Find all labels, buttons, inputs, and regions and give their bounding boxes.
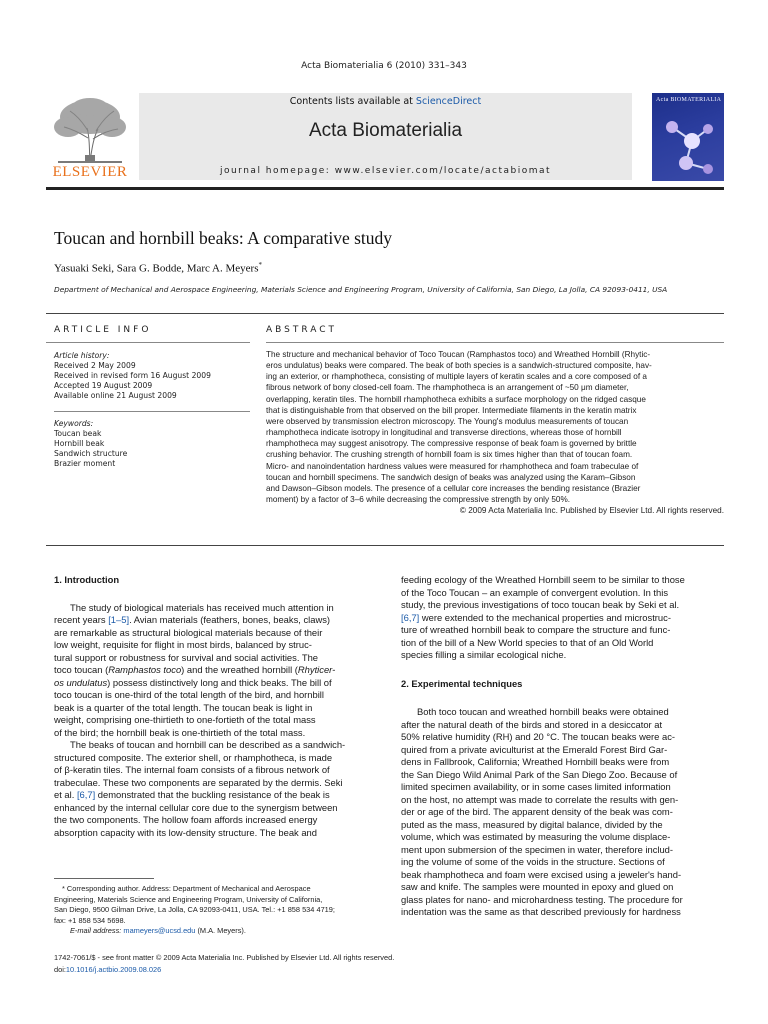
text-span: were extended to the mechanical properties and microstruc-	[419, 611, 671, 623]
text-line: Both toco toucan and wreathed hornbill beaks were obtained	[417, 706, 669, 717]
author-affiliation: Department of Mechanical and Aerospace Engineering, Materials Science and Engineering Program, University of California, San Diego, La Jolla, CA 92093-0411, USA	[54, 285, 668, 294]
text-span: . Avian materials (feathers, bones, beaks, claws)	[129, 614, 331, 625]
article-info-heading: ARTICLE INFO	[54, 325, 152, 335]
text-line: weight, comprising one-thirtieth to one-fortieth of the total mass	[54, 714, 316, 725]
text-line: tural support or robustness for survival and social activities. The	[54, 651, 319, 663]
text-line: ing the volume of some of the voids in the structure. Sections of	[401, 856, 665, 867]
article-history	[54, 351, 254, 401]
text-line: the two components. The hollow foam affords increased energy	[54, 814, 318, 825]
abstract-line: toucan and hornbill specimens. The sandwich design of beaks was analyzed using the Karam–Gibson	[266, 472, 636, 482]
abstract-line: ing an exterior, or rhamphotheca, consisting of multiple layers of keratin scales and a core composed of a	[266, 372, 647, 382]
footnote-line: * Corresponding author. Address: Department of Mechanical and Aerospace	[62, 884, 311, 893]
journal-title: Acta Biomaterialia	[308, 120, 463, 141]
text-line: The study of biological materials has received much attention in	[70, 601, 334, 613]
text-line: der or age of the bird. The apparent density of the beak was com-	[401, 806, 673, 817]
corresponding-author-footnote	[54, 884, 380, 937]
abstract-text	[266, 349, 724, 516]
keywords-label: Keywords:	[54, 419, 94, 428]
abstract-line: that is distinguishable from that observed on the bill proper. Intermediate filaments in the keratin matrix	[266, 405, 637, 415]
text-line: of the Toco Toucan – an example of convergent evolution. In this	[401, 586, 669, 598]
footnote-email-line	[54, 926, 380, 937]
species-name: os undulatus	[54, 676, 108, 688]
text-line: study, the previous investigations of toco toucan beak by Seki et al.	[401, 599, 680, 610]
corresponding-author-mark[interactable]: *	[258, 261, 262, 269]
doi-prefix: doi:	[54, 965, 66, 974]
email-suffix: (M.A. Meyers).	[195, 926, 246, 935]
elsevier-wordmark: ELSEVIER	[52, 164, 128, 180]
text-line: beak rhamphotheca and foam were excised using a jeweler's hand-	[401, 868, 682, 880]
text-line: low weight, requisite for flight in most birds, balanced by struc-	[54, 639, 312, 650]
contents-prefix: Contents lists available at	[289, 96, 416, 107]
footnote-line: fax: +1 858 534 5698.	[54, 915, 126, 925]
text-line: tion of the bill of a New World species to that of an Old World	[401, 636, 654, 648]
text-line	[401, 612, 724, 625]
text-span: ) possess distinctively long and thick beaks. The bill of	[107, 676, 332, 688]
text-span: demonstrated that the buckling resistance of the beak is	[95, 789, 330, 800]
text-line: of the bird; the hornbill beak is one-thirtieth of the total mass.	[54, 726, 306, 738]
history-online: Available online 21 August 2009	[54, 391, 177, 400]
experimental-paragraph-1	[401, 706, 724, 919]
journal-citation: Acta Biomaterialia 6 (2010) 331–343	[301, 61, 467, 71]
journal-cover-image	[652, 93, 724, 181]
text-line: beak is a quarter of the total length. The toucan beak is light in	[54, 701, 313, 713]
keyword-item: Brazier moment	[54, 459, 116, 468]
text-span: recent years	[54, 614, 109, 625]
text-line: of β-keratin tiles. The internal foam consists of a fibrous network of	[54, 764, 330, 775]
text-line	[54, 677, 378, 690]
abstract-line: fibrous network of bony closed-cell foam. The rhamphotheca is an arrangement of ~50 μm diameter,	[266, 383, 629, 393]
text-line: feeding ecology of the Wreathed Hornbill seem to be similar to those	[401, 574, 685, 585]
text-line: absorption capacity with its low-density structure. The beak and	[54, 826, 317, 838]
right-column	[401, 574, 724, 919]
text-line: glass plates for nano- and microhardness testing. The procedure for	[401, 893, 683, 905]
text-line: enhanced by the internal cellular core due to the synergism between	[54, 801, 338, 813]
abstract-line: moment) by a factor of 3–6 while decreasing the compressive strength by only 50%.	[266, 495, 571, 505]
text-line: limited specimen availability, or in some cases limited information	[401, 781, 671, 792]
text-line: saw and knife. The samples were mounted in epoxy and glued on	[401, 881, 674, 892]
abstract-line: overlapping, keratin tiles. The hornbill rhamphotheca exhibits a surface morphology on the ridged casque	[266, 394, 646, 404]
text-line: after the natural death of the birds and stored in a desiccator at	[401, 718, 663, 730]
text-line	[54, 789, 378, 802]
text-line: on the host, no attempt was made to correlate the results with gen-	[401, 793, 679, 805]
text-line	[54, 614, 378, 627]
reference-link[interactable]: [6,7]	[401, 611, 420, 623]
text-line: are remarkable as structural biological materials because of their	[54, 626, 323, 638]
history-label: Article history:	[54, 351, 110, 360]
contents-availability	[139, 96, 632, 107]
left-column	[54, 574, 378, 839]
footnote-line: Engineering, Materials Science and Engineering Program, University of California,	[54, 894, 323, 904]
abstract-rule	[266, 342, 724, 343]
history-revised: Received in revised form 16 August 2009	[54, 371, 211, 380]
text-span: ) and the wreathed hornbill (	[181, 664, 298, 675]
section-2-title: 2. Experimental techniques	[401, 677, 523, 689]
species-name: Rhyticer-	[297, 664, 336, 675]
text-line: species filling a similar ecological niche.	[401, 649, 567, 660]
info-top-rule	[46, 313, 724, 314]
article-info-rule	[46, 342, 250, 343]
species-name: Ramphastos toco	[108, 664, 182, 675]
cover-title: Acta BIOMATERIALIA	[656, 97, 722, 103]
text-span: et al.	[54, 789, 77, 800]
reference-link[interactable]: [6,7]	[76, 789, 96, 800]
doi-link[interactable]: 10.1016/j.actbio.2009.08.026	[65, 965, 162, 974]
article-title: Toucan and hornbill beaks: A comparative study	[54, 228, 393, 248]
cover-molecule-graphic	[652, 107, 724, 181]
author-names: Yasuaki Seki, Sara G. Bodde, Marc A. Meyers	[54, 262, 259, 275]
email-label: E-mail address:	[70, 926, 124, 935]
abstract-line: crushing behavior. The crushing strength of hornbill foam is six times higher than that of toucan foam.	[266, 450, 633, 460]
abstract-line: and Dawson–Gibson models. The presence of a cellular core increases the bending resistance (Brazier	[266, 483, 641, 493]
reference-link[interactable]: [1–5]	[108, 614, 130, 625]
intro-paragraph-1	[54, 602, 378, 740]
footnote-line: San Diego, 9500 Gilman Drive, La Jolla, CA 92093-0411, USA. Tel.: +1 858 534 4719;	[54, 905, 335, 914]
article-authors	[54, 261, 262, 275]
text-line: volume, which was estimated by measuring the volume displace-	[401, 831, 671, 842]
text-line: the San Diego Wild Animal Park of the San Diego Zoo. Because of	[401, 768, 678, 780]
text-line: quired from a private aviculturist at the Emerald Forest Bird Gar-	[401, 743, 668, 755]
abstract-line: Micro- and nanoindentation hardness values were measured for rhamphotheca and foam trabeculae of	[266, 461, 639, 471]
front-matter-line: 1742-7061/$ - see front matter © 2009 Acta Materialia Inc. Published by Elsevier Ltd. All rights reserved.	[54, 953, 395, 962]
keyword-item: Hornbill beak	[54, 439, 105, 448]
text-line: The beaks of toucan and hornbill can be described as a sandwich-	[70, 739, 346, 750]
abstract-copyright: © 2009 Acta Materialia Inc. Published by Elsevier Ltd. All rights reserved.	[459, 506, 724, 516]
abstract-line: eros undulatus) beaks were compared. The beak of both species is a sandwich-structured composite, hav-	[266, 361, 652, 371]
footnote-rule	[54, 878, 154, 879]
email-link[interactable]: mameyers@ucsd.edu	[123, 926, 196, 935]
sciencedirect-link[interactable]: ScienceDirect	[415, 96, 482, 107]
text-line	[54, 664, 378, 677]
keyword-item: Sandwich structure	[54, 449, 128, 458]
intro-paragraph-2	[54, 739, 378, 839]
intro-paragraph-3	[401, 574, 724, 662]
text-line: indentation was the same as that described previously for hardness	[401, 906, 681, 917]
text-line: ture of wreathed hornbill beak to compare the structure and func-	[401, 624, 671, 635]
text-line: 50% relative humidity (RH) and 20 °C. The toucan beaks were ac-	[401, 731, 676, 742]
text-line: ment upon submersion of the specimen in water, therefore includ-	[401, 843, 674, 855]
doi-line	[54, 965, 161, 974]
header-rule	[46, 187, 724, 190]
keywords-block	[54, 419, 254, 469]
history-accepted: Accepted 19 August 2009	[54, 381, 153, 390]
abstract-line: The structure and mechanical behavior of Toco Toucan (Ramphastos toco) and Wreathed Hornbill (Rhytic-	[266, 350, 651, 359]
text-line: toco toucan is one-third of the total length of the bird, and hornbill	[54, 689, 324, 700]
abstract-heading: ABSTRACT	[266, 325, 338, 335]
keyword-item: Toucan beak	[54, 429, 102, 438]
abstract-line: were observed by transmission electron microscopy. The Young's modulus measurements of toucan	[266, 416, 629, 426]
text-span: toco toucan (	[54, 664, 109, 675]
journal-homepage[interactable]: journal homepage: www.elsevier.com/locate/actabiomat	[219, 166, 552, 176]
text-line: dens in Fallbrook, California; Wreathed Hornbill beaks were from	[401, 756, 670, 767]
abstract-line: rhamphotheca indicate isotropy in longitudinal and transverse directions, whereas those of hornbill	[266, 428, 622, 438]
body-top-rule	[46, 545, 724, 546]
text-line: puted as the mass, measured by digital balance, divided by the	[401, 818, 663, 830]
text-line: structured composite. The exterior shell, or rhamphotheca, is made	[54, 751, 333, 763]
keywords-rule	[54, 411, 250, 412]
section-1-title: 1. Introduction	[54, 574, 120, 585]
history-received: Received 2 May 2009	[54, 361, 136, 370]
text-line: trabeculae. These two components are separated by the dermis. Seki	[54, 776, 343, 788]
abstract-line: rhamphotheca may suggest anisotropy. The compressive response of beak foam is governed by brittle	[266, 439, 637, 449]
